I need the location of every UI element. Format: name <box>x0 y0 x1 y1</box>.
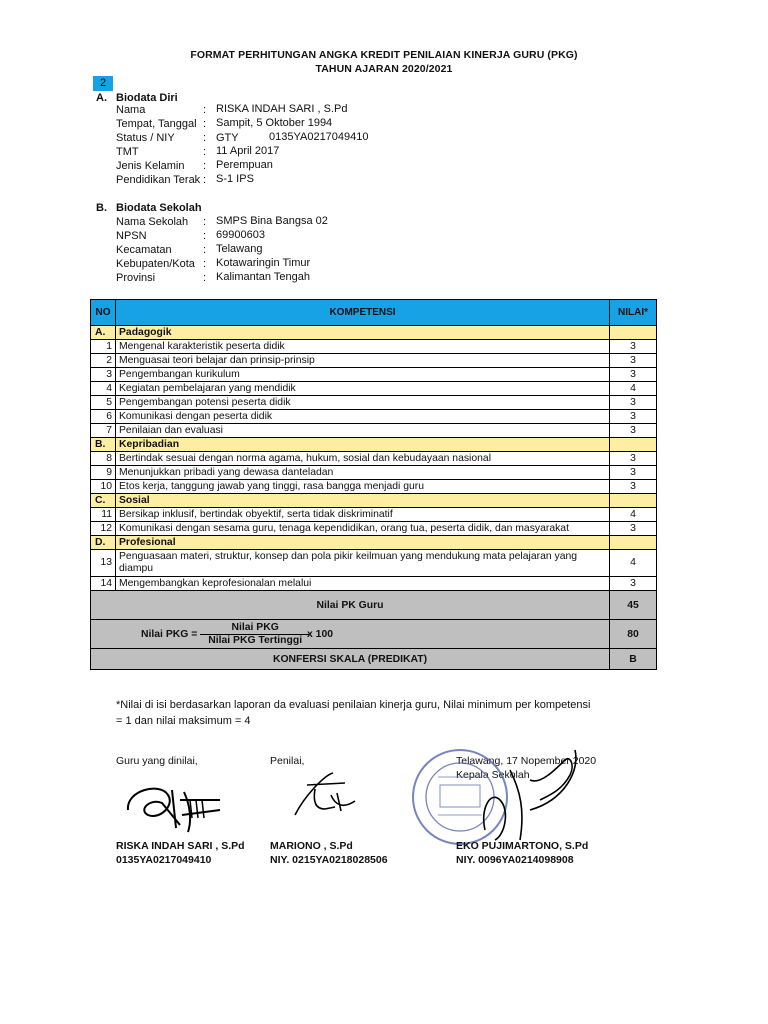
field-label: Provinsi <box>116 272 156 284</box>
field-extra-value: 0135YA0217049410 <box>269 131 369 143</box>
konversi-row <box>91 649 657 670</box>
field-label: Kebupaten/Kota <box>116 258 195 270</box>
formula-value: 80 <box>610 620 657 649</box>
penilai-signature <box>285 765 365 825</box>
formula-cell <box>91 620 610 649</box>
field-label: TMT <box>116 146 139 158</box>
row-nilai: 3 <box>610 354 657 368</box>
guru-signature <box>120 770 240 845</box>
kepala-name-text: EKO PUJIMARTONO, S.Pd <box>456 840 589 852</box>
nilai-pk-value: 45 <box>610 591 657 620</box>
colon: : <box>203 258 207 270</box>
category-code: C. <box>91 494 116 508</box>
formula-fraction <box>200 622 310 647</box>
category-row-profesional <box>91 536 657 550</box>
table-row <box>91 382 657 396</box>
row-no: 1 <box>91 340 116 354</box>
row-nilai: 3 <box>610 340 657 354</box>
row-text: Mengembangkan keprofesionalan melalui <box>116 577 610 591</box>
table-row <box>91 368 657 382</box>
field-label: Kecamatan <box>116 244 172 256</box>
row-nilai: 3 <box>610 452 657 466</box>
document-subtitle: TAHUN AJARAN 2020/2021 <box>315 63 453 75</box>
row-no: 13 <box>91 550 116 577</box>
kepala-caption: Kepala Sekolah <box>456 769 530 781</box>
row-text: Mengenal karakteristik peserta didik <box>116 340 610 354</box>
field-value: RISKA INDAH SARI , S.Pd <box>216 103 348 115</box>
penilai-id-text: NIY. 0215YA0218028506 <box>270 854 388 866</box>
field-value: Telawang <box>216 243 263 255</box>
field-value: SMPS Bina Bangsa 02 <box>216 215 328 227</box>
table-row <box>91 480 657 494</box>
category-row-kepribadian <box>91 438 657 452</box>
row-no: 14 <box>91 577 116 591</box>
row-no: 12 <box>91 522 116 536</box>
footnote: *Nilai di isi berdasarkan laporan da evaluasi penilaian kinerja guru, Nilai minimum per kompetensi = 1 dan nilai maksimum = 4 <box>116 699 591 727</box>
row-no: 9 <box>91 466 116 480</box>
row-no: 5 <box>91 396 116 410</box>
colon: : <box>203 272 207 284</box>
guru-name-text: RISKA INDAH SARI , S.Pd <box>116 840 245 852</box>
colon: : <box>203 216 207 228</box>
row-text: Pengembangan potensi peserta didik <box>116 396 610 410</box>
field-label: Nama Sekolah <box>116 216 189 228</box>
colon: : <box>203 230 207 242</box>
konversi-value: B <box>610 649 657 670</box>
guru-id-text: 0135YA0217049410 <box>116 854 212 866</box>
field-value: 69900603 <box>216 229 265 241</box>
kepala-name <box>456 840 588 852</box>
field-value: Perempuan <box>216 159 273 171</box>
colon: : <box>203 104 207 116</box>
colon: : <box>203 174 207 186</box>
category-code: B. <box>91 438 116 452</box>
table-row <box>91 522 657 536</box>
nilai-pk-label: Nilai PK Guru <box>91 591 610 620</box>
row-nilai: 4 <box>610 382 657 396</box>
row-text: Kegiatan pembelajaran yang mendidik <box>116 382 610 396</box>
row-nilai: 3 <box>610 522 657 536</box>
formula-label: Nilai PKG = <box>141 628 198 640</box>
field-value: Kalimantan Tengah <box>216 271 310 283</box>
field-value: Kotawaringin Timur <box>216 257 311 269</box>
penilai-name-text: MARIONO , S.Pd <box>270 840 353 852</box>
table-row <box>91 508 657 522</box>
guru-name <box>116 840 245 852</box>
header-kompetensi: KOMPETENSI <box>116 300 610 326</box>
row-no: 4 <box>91 382 116 396</box>
row-no: 11 <box>91 508 116 522</box>
category-name: Profesional <box>116 536 610 550</box>
row-no: 2 <box>91 354 116 368</box>
section-b-heading: Biodata Sekolah <box>116 202 202 214</box>
field-label: Pendidikan Terak <box>116 174 201 186</box>
row-nilai: 3 <box>610 410 657 424</box>
konversi-label: KONFERSI SKALA (PREDIKAT) <box>91 649 610 670</box>
colon: : <box>203 160 207 172</box>
row-text: Menguasai teori belajar dan prinsip-prinsip <box>116 354 610 368</box>
row-no: 7 <box>91 424 116 438</box>
section-a-heading: Biodata Diri <box>116 92 178 104</box>
field-value: Sampit, 5 Oktober 1994 <box>216 117 333 129</box>
category-row-sosial <box>91 494 657 508</box>
row-text: Menunjukkan pribadi yang dewasa danteladan <box>116 466 610 480</box>
colon: : <box>203 146 207 158</box>
penilai-caption: Penilai, <box>270 755 305 767</box>
category-name: Padagogik <box>116 326 610 340</box>
kepala-signature <box>470 740 600 850</box>
field-label: NPSN <box>116 230 147 242</box>
row-no: 8 <box>91 452 116 466</box>
row-text: Etos kerja, tanggung jawab yang tinggi, rasa bangga menjadi guru <box>116 480 610 494</box>
table-row <box>91 452 657 466</box>
row-nilai: 3 <box>610 577 657 591</box>
field-value: 11 April 2017 <box>216 145 280 157</box>
row-nilai: 3 <box>610 424 657 438</box>
competency-table <box>90 299 657 670</box>
guru-id <box>116 854 211 866</box>
category-name: Kepribadian <box>116 438 610 452</box>
formula-denominator: Nilai PKG Tertinggi <box>208 634 303 646</box>
table-row <box>91 466 657 480</box>
kepala-id-text: NIY. 0096YA0214098908 <box>456 854 574 866</box>
row-text: Penilaian dan evaluasi <box>116 424 610 438</box>
table-row <box>91 354 657 368</box>
table-row <box>91 550 657 577</box>
formula-multiplier: x 100 <box>307 628 334 640</box>
colon: : <box>203 118 207 130</box>
row-nilai: 3 <box>610 396 657 410</box>
row-text: Komunikasi dengan sesama guru, tenaga kependidikan, orang tua, peserta didik, dan masyarakat <box>116 522 610 536</box>
table-header-row <box>91 300 657 326</box>
field-label: Nama <box>116 104 146 116</box>
category-row-pedagogik <box>91 326 657 340</box>
row-nilai: 3 <box>610 480 657 494</box>
table-row <box>91 577 657 591</box>
place-date: Telawang, 17 Nopember 2020 <box>456 755 597 767</box>
kepala-id <box>456 854 574 866</box>
formula-numerator: Nilai PKG <box>200 622 310 635</box>
penilai-name <box>270 840 353 852</box>
row-text: Penguasaan materi, struktur, konsep dan pola pikir keilmuan yang mendukung mata pelajaran yang diampu <box>116 550 610 577</box>
header-no: NO <box>91 300 116 326</box>
row-nilai: 3 <box>610 466 657 480</box>
category-code: D. <box>91 536 116 550</box>
category-code: A. <box>91 326 116 340</box>
field-label: Status / NIY <box>116 132 175 144</box>
row-nilai: 4 <box>610 508 657 522</box>
field-value: GTY <box>216 132 239 144</box>
document-title: FORMAT PERHITUNGAN ANGKA KREDIT PENILAIAN KINERJA GURU (PKG) <box>190 49 578 61</box>
colon: : <box>203 132 207 144</box>
table-row <box>91 340 657 354</box>
document-number-badge: 2 <box>93 76 113 91</box>
row-text: Bertindak sesuai dengan norma agama, hukum, sosial dan kebudayaan nasional <box>116 452 610 466</box>
row-nilai: 3 <box>610 368 657 382</box>
section-a-letter: A. <box>96 92 107 104</box>
colon: : <box>203 244 207 256</box>
header-nilai: NILAI* <box>610 300 657 326</box>
formula-row <box>91 620 657 649</box>
field-label: Jenis Kelamin <box>116 160 185 172</box>
row-text: Komunikasi dengan peserta didik <box>116 410 610 424</box>
row-no: 10 <box>91 480 116 494</box>
category-name: Sosial <box>116 494 610 508</box>
guru-caption: Guru yang dinilai, <box>116 755 198 767</box>
row-text: Bersikap inklusif, bertindak obyektif, serta tidak diskriminatif <box>116 508 610 522</box>
field-value: S-1 IPS <box>216 173 254 185</box>
nilai-pk-row <box>91 591 657 620</box>
table-row <box>91 424 657 438</box>
table-row <box>91 396 657 410</box>
field-label: Tempat, Tanggal <box>116 118 197 130</box>
penilai-id <box>270 854 388 866</box>
table-row <box>91 410 657 424</box>
section-b-letter: B. <box>96 202 107 214</box>
row-no: 3 <box>91 368 116 382</box>
row-text: Pengembangan kurikulum <box>116 368 610 382</box>
row-no: 6 <box>91 410 116 424</box>
row-nilai: 4 <box>610 550 657 577</box>
